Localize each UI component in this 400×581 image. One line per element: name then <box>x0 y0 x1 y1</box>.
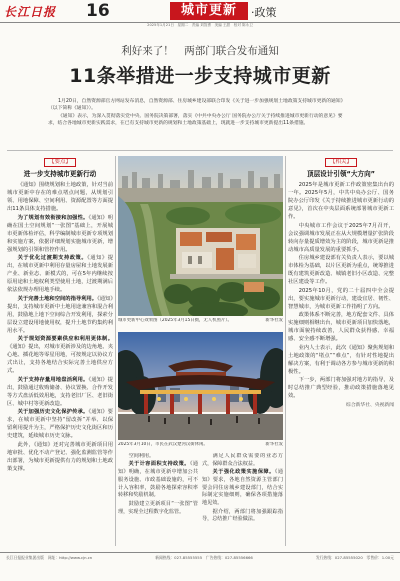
paragraph-lead: 关于规划资源要素供应和利用更体制。 <box>17 336 113 342</box>
article-paragraph: 政策体系不断完善，地方配套文件、具体实施细则相继出台，城市更新项目加快落地，城市面貌持续改善，人民群众获得感、幸福感、安全感不断增强。 <box>288 312 394 342</box>
article-paragraph: 中央城市工作会议于2025年7月召开，会议强调城市发展正在从大规模增量扩张阶段转向存量提质增效为主的阶段，城市更新是推动城市高质量发展的重要抓手。 <box>288 222 394 253</box>
photo-aerial-city <box>118 156 283 316</box>
newspaper-logo: 长江日报 <box>4 5 57 19</box>
subsection-label: ·政策 <box>251 6 277 19</box>
middle-column-b <box>202 453 283 546</box>
paragraph-text: 《通知》围绕规划和土地政策，针对当前城市更新中存在的难点堵点问题，从规划引领、用地保障、空间利用、资源配置等方面提出11条具体支持措施。 <box>7 182 113 212</box>
paragraph-lead: 关于强化政策实施保障。 <box>212 469 275 476</box>
footer-publisher: 长江日报报业集团出版 网址：http://www.cjn.cn <box>6 555 93 560</box>
photo-caption <box>118 442 283 448</box>
paragraph-lead: 关于支持存量用地盘活利用。 <box>17 376 89 383</box>
lit-beam <box>140 390 261 394</box>
paragraph-lead: 关于优化过渡期支持政策。 <box>17 255 88 261</box>
paragraph-text: 满足人民群众需要的业态方式，保障群众合法权益。 <box>202 453 283 467</box>
tree-cluster <box>166 207 210 225</box>
article-paragraph <box>7 214 113 254</box>
article-paragraph <box>202 509 283 525</box>
article-paragraph <box>118 453 198 461</box>
footer-distribution: 发行热线：027-85555020 零售价：1.00元 <box>315 555 394 560</box>
column-label: 【相关】 <box>325 158 357 167</box>
aerial-city-image <box>118 156 283 316</box>
section-rule <box>7 150 393 151</box>
city-haze-band <box>118 188 283 204</box>
paragraph-lead: 关于完善土地和空间的指导利用。 <box>17 295 98 302</box>
article-paragraph: 2025年是城市更新工作政策密集出台的一年。2025年5月，中共中央办公厅、国务院办公厅印发《关于持续推进城市更新行动的意见》，首次在中央层面系统部署城市更新工作。 <box>288 182 394 220</box>
lead-paragraph: 《通知》表示，为深入贯彻落实党中央、国务院决策部署，落实《中共中央办公厅 国务院办公厅关于持续推进城市更新行动的意见》要求，结合各地城市更新实践需求，在已有支持城市更新的规划和土地政策基础上，现就进一步支持城市更新提出11条措施。 <box>48 113 343 127</box>
dateline: 2025年1月21日 星期二 责编 刘智勇 美编 王甜 校对 陈永卫 <box>147 23 253 27</box>
article-paragraph <box>7 181 113 213</box>
paragraph-lead: 关于计容面积支持政策。 <box>128 461 190 468</box>
headline-title: 11条举措进一步支持城市更新 <box>69 65 331 87</box>
article-paragraph <box>7 408 113 440</box>
article-paragraph <box>7 254 113 294</box>
column-divider <box>115 156 116 546</box>
pavilion-image <box>118 332 283 440</box>
photo-pavilion <box>118 332 283 440</box>
paragraph-text: 空间利用。 <box>128 453 155 459</box>
footer-hotlines: 新闻热线：027-85555555 广告热线：027-85556666 <box>155 555 253 560</box>
caption-text: 2025年3月10日，市民在武汉楚河汉街休闲。 <box>118 442 208 447</box>
page-number: 16 <box>86 1 110 21</box>
paragraph-text: 《通知》要求，各地自然资源主管部门要会同住房城乡建设部门，结合实际制定实施细则，确保各项措施落地见效。 <box>202 469 283 507</box>
paragraph-lead: 为了规划有效衔接和加强性。 <box>17 214 89 221</box>
column-divider <box>285 156 286 546</box>
paragraph-text: 《通知》提出，支持城市更新中土地用途兼容和混合利用，鼓励地上地下空间综合开发利用，探索分层设立建设用地使用权，提升土地节约集约利用水平。 <box>7 295 113 334</box>
column-heading: 进一步支持城市更新行动 <box>23 170 97 178</box>
article-paragraph <box>118 501 198 517</box>
paragraph-text: 据介绍，两部门将加强跟踪指导，总结推广经验做法。 <box>202 508 283 523</box>
lead-block <box>48 98 352 128</box>
paragraph-text: 《通知》要求，在城市更新中坚持“留改拆”并举、以保留利用提升为主，严格保护历史文化街区和历史建筑，延续城市历史文脉。 <box>7 409 113 439</box>
paragraph-text: 此外，《通知》还对完善城市更新项目用地审批、优化不动产登记、强化监测监管等作出部署，为城市更新提供有力的规划和土地政策支撑。 <box>7 441 113 472</box>
article-paragraph <box>7 376 113 408</box>
foreground-building <box>244 282 264 292</box>
paragraph-text: 《通知》提出，在城市更新中利用存量房屋和土地发展新产业、新业态、新模式的，可在5年内继续按原用途和土地权利类型使用土地，过渡期满后依法依规办理用地手续。 <box>7 255 113 293</box>
tree-cluster <box>225 204 281 224</box>
caption-credit: 新华社发 <box>265 442 283 447</box>
article-paragraph <box>118 461 198 500</box>
page-footer <box>0 552 400 562</box>
lead-paragraph: 1月20日，自然资源部官方网站发布消息，自然资源部、住房城乡建设部联合印发《关于进一步加强规划土地政策支持城市更新的通知》（以下简称《通知》）。 <box>48 99 346 112</box>
article-paragraph <box>202 469 283 508</box>
article-paragraph: 住房城乡建设部有关负责人表示，要以城市体检为基础，以片区更新为重点，统筹推进既有建筑更新改造、城镇老旧小区改造、完整社区建设等工作。 <box>288 255 394 285</box>
article-source: 综合新华社、央视新闻 <box>346 403 394 408</box>
paragraph-text: 鼓励建立更新项目“一张图”管理，实现全过程数字化监管。 <box>118 500 198 515</box>
paragraph-text: 《通知》提出，鼓励通过收购储备、协议置换、合作开发等方式盘活低效用地，支持老旧厂区、老旧街区、城中村等更新改造。 <box>7 376 113 407</box>
paragraph-lead: 关于加强历史文化保护传承。 <box>17 409 89 415</box>
article-paragraph: 2025年10月，党的二十届四中全会提出，要实施城市更新行动，建设宜居、韧性、智慧城市，为城市更新工作指明了方向。 <box>288 287 394 310</box>
plaza-ground <box>118 414 283 440</box>
article-paragraph: 下一步，两部门将加强对地方的指导，及时总结推广典型经验，推动政策措施落地见效。 <box>288 377 394 399</box>
headline-kicker: 利好来了！ 两部门联合发布通知 <box>121 45 279 57</box>
article-paragraph <box>7 335 113 375</box>
column-heading: 顶层设计引领“大方向” <box>306 170 375 178</box>
column-label: 【要点】 <box>44 158 76 167</box>
article-paragraph <box>202 453 283 469</box>
paragraph-text: 《通知》明确，在城市更新中增加公共服务设施、市政基础设施的，可不计入容积率，鼓励各地探索容积率转移和奖励机制。 <box>118 461 198 499</box>
paragraph-text: 《通知》提出，对城市更新涉及的边角地、夹心地、插花地等零星用地，可按规定以协议方式出让，支持各地结合实际完善土地供应方式。 <box>7 344 113 374</box>
article-paragraph: 业内人士表示，此次《通知》聚焦规划和土地政策的“堵点”“难点”，有针对性地提出解决方案，有利于调动各方参与城市更新的积极性。 <box>288 344 394 375</box>
article-paragraph <box>7 295 113 335</box>
article-paragraph <box>7 441 113 473</box>
caption-text: 城市更新中心效果图（2025年3月15日摄，无人机照片）。 <box>118 318 232 323</box>
left-column <box>7 156 113 546</box>
paragraph-text: 《通知》明确在国土空间规划“一张图”基础上，开展城市更新体检评估，科学编制城市更新专项规划和实施方案，依据详细规划实施城市更新，增强规划的引领和管控作用。 <box>7 214 113 253</box>
right-column <box>288 156 394 546</box>
middle-column-a <box>118 453 198 546</box>
section-banner: 城市更新 <box>170 2 248 20</box>
caption-credit: 新华社发 <box>265 318 283 323</box>
road <box>170 274 283 279</box>
photo-caption <box>118 318 283 324</box>
central-complex <box>176 228 260 274</box>
